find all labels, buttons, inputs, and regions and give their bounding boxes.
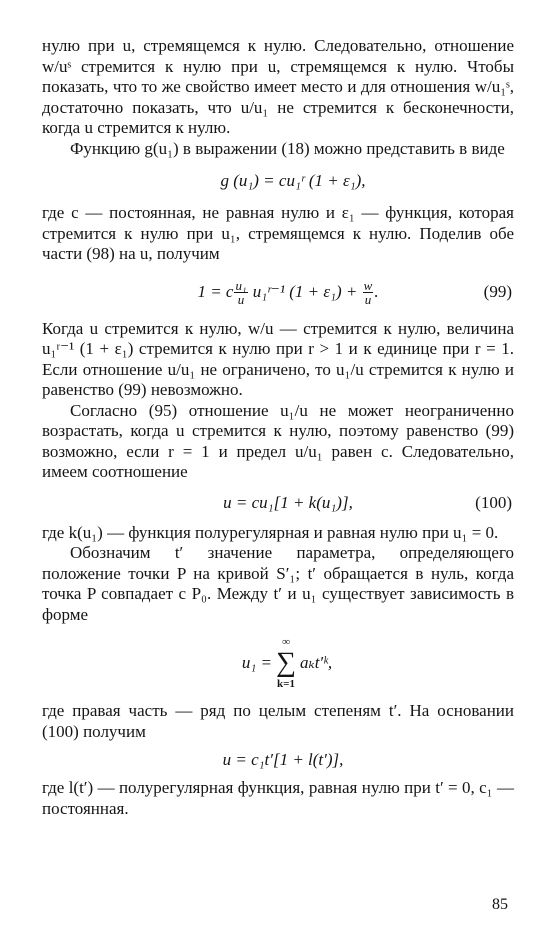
book-page <box>42 36 514 819</box>
sum-lower-limit: k=1 <box>277 678 295 690</box>
fraction-denominator: u <box>237 292 245 308</box>
equation-100 <box>42 483 514 523</box>
equation-99 <box>42 265 514 319</box>
equation-series <box>42 625 514 701</box>
equation <box>42 742 514 778</box>
paragraph: Когда u стремится к нулю, w/u — стремится к нулю, величина u₁ʳ⁻¹ (1 + ε₁) стремится к нулю при r > 1 и к единице при r = 1. Если отношение u/u₁ не ограничено, то u₁/u стремится к нулю и равенство (99) невозможно. <box>42 318 514 399</box>
equation <box>42 159 514 203</box>
equation-end: . <box>374 281 379 301</box>
sum-operator <box>276 636 296 690</box>
paragraph: нулю при u, стремящемся к нулю. Следовательно, отношение w/uˢ стремится к нулю при u, стремящемся к нулю. Чтобы показать, что то же свойство имеет место и для отношения w/u₁ˢ, достаточно показать, что u/u₁ не стремится к бесконечности, когда u стремится к нулю. <box>42 36 514 137</box>
paragraph: где k(u₁) — функция полурегулярная и равная нулю при u₁ = 0. <box>42 522 499 542</box>
equation-text: u = cu₁[1 + k(u₁)], <box>223 492 353 512</box>
fraction <box>363 279 374 306</box>
fraction-numerator: u₁ <box>235 278 247 294</box>
equation-rhs: aₖt′ᵏ, <box>299 652 333 672</box>
paragraph: Обозначим t′ значение параметра, определяющего положение точки P на кривой S′₁; t′ обращается в нуль, когда точка P совпадает с P₀. Между t′ и u₁ существует зависимость в форме <box>42 543 514 624</box>
equation-lhs: u₁ = <box>241 652 273 672</box>
equation-text: u = c₁t′[1 + l(t′)], <box>222 750 344 769</box>
equation-middle: u₁ʳ⁻¹ (1 + ε₁) + <box>252 281 358 301</box>
paragraph: где правая часть — ряд по целым степеням t′. На основании (100) получим <box>42 701 514 741</box>
fraction-numerator: w <box>363 278 373 294</box>
series-expression <box>242 629 332 697</box>
equation-number: (100) <box>475 492 512 512</box>
paragraph: Функцию g(u₁) в выражении (18) можно представить в виде <box>70 138 505 158</box>
sum-upper-limit: ∞ <box>282 636 290 648</box>
equation-number: (99) <box>483 281 512 301</box>
fraction <box>234 279 247 306</box>
paragraph: где c — постоянная, не равная нулю и ε₁ — функция, которая стремится к нулю при u₁, стремящемся к нулю. Поделив обе части (98) на u, получим <box>42 203 514 263</box>
page-number: 85 <box>492 896 508 913</box>
paragraph: Согласно (95) отношение u₁/u не может неограниченно возрастать, когда u стремится к нулю, поэтому равенство (99) возможно, если r = 1 и предел u/u₁ равен c. Следовательно, имеем соотношение <box>42 400 514 481</box>
fraction-denominator: u <box>364 292 372 308</box>
paragraph: где l(t′) — полурегулярная функция, равная нулю при t′ = 0, c₁ — постоянная. <box>42 778 514 818</box>
equation-text: g (u₁) = cu₁ʳ (1 + ε₁), <box>220 171 366 190</box>
sigma-symbol: ∑ <box>276 647 296 678</box>
equation-lhs: 1 = c <box>197 281 234 301</box>
